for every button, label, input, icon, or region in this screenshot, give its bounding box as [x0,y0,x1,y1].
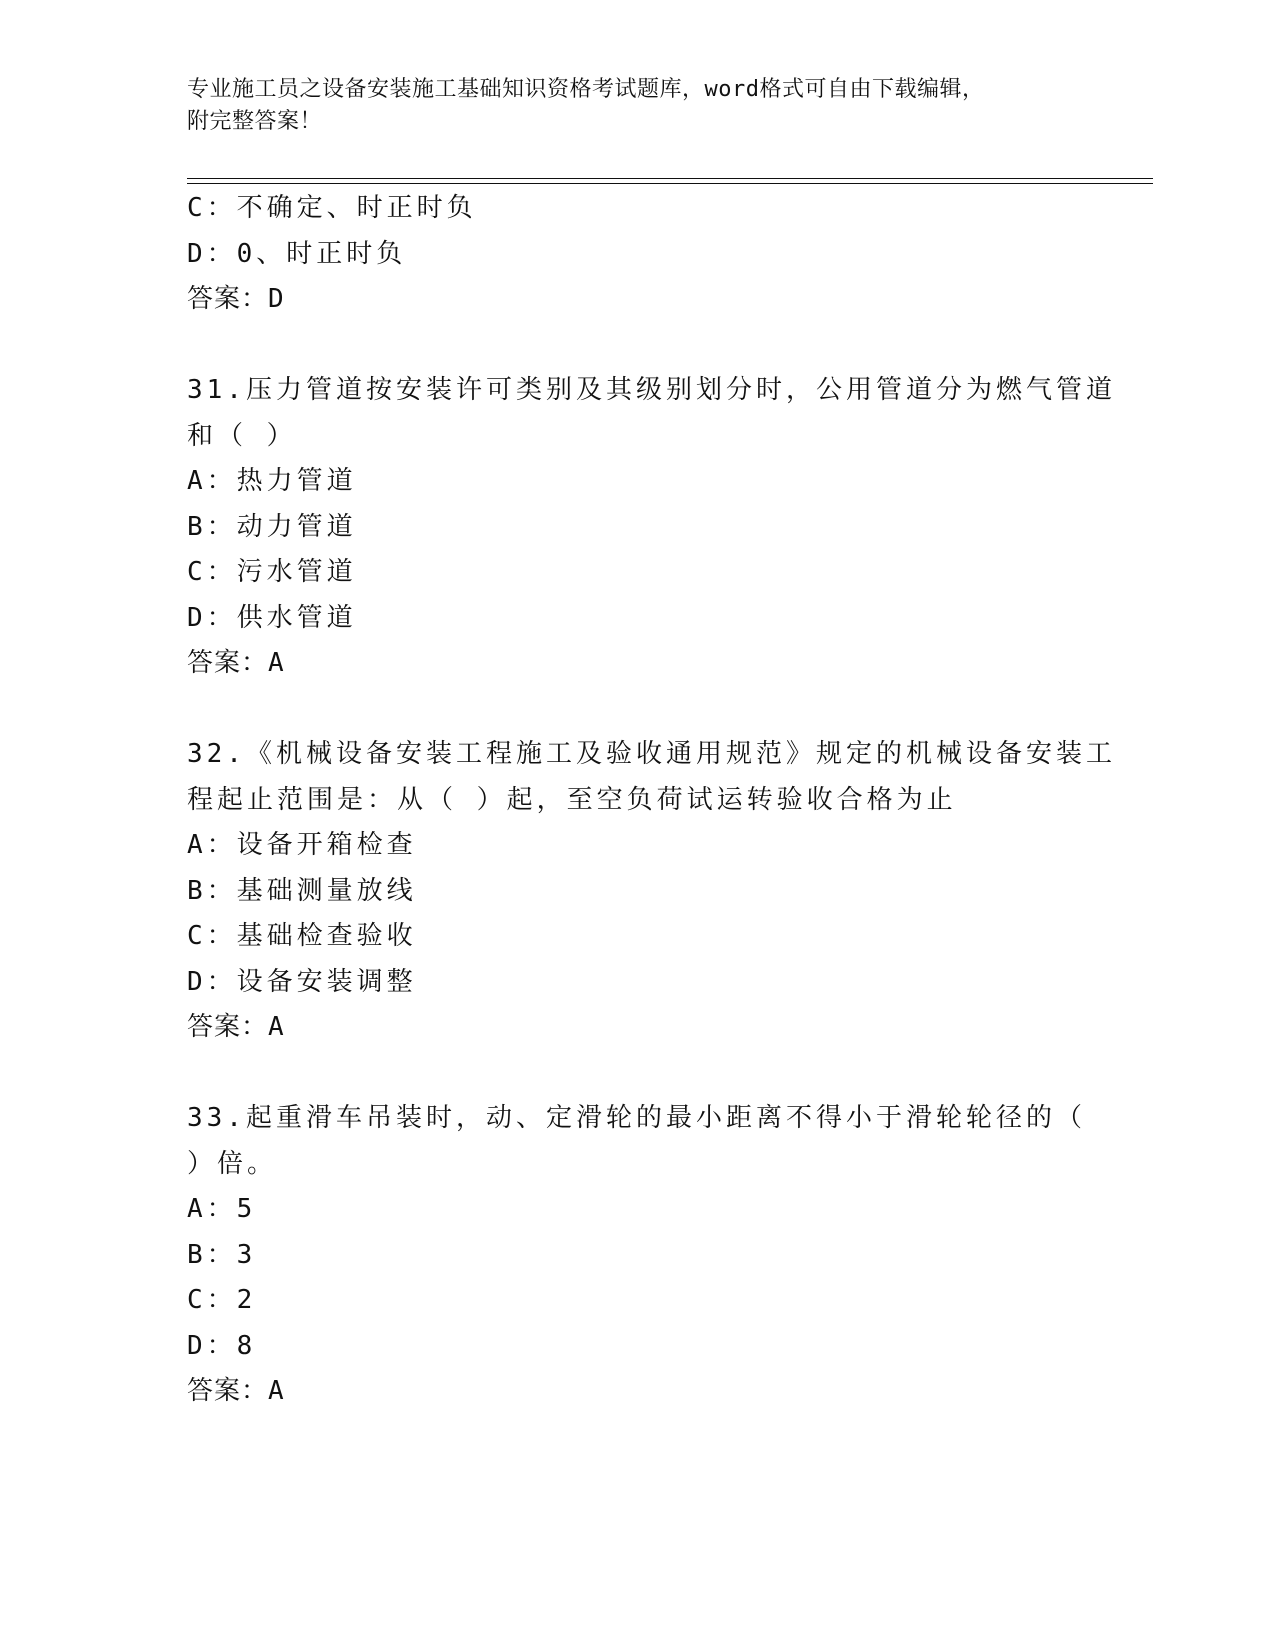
question-33 [187,1096,1087,1415]
question-31 [187,368,1116,687]
question-stem: 31.压力管道按安装许可类别及其级别划分时，公用管道分为燃气管道 [187,375,1116,405]
option-a: A：设备开箱检查 [187,830,417,860]
header-title-line-2: 附完整答案！ [187,109,323,134]
answer: 答案：A [187,1376,285,1406]
option-b: B：3 [187,1239,257,1270]
answer: 答案：D [187,284,285,314]
question-stem: 33.起重滑车吊装时，动、定滑轮的最小距离不得小于滑轮轮径的（ [187,1103,1086,1133]
option-d: D：8 [187,1330,257,1361]
option-c: C：基础检查验收 [187,921,417,951]
option-c: C：污水管道 [187,557,357,587]
spacer [187,323,1087,369]
question-stem-continued: 和（ ） [187,420,297,451]
spacer [187,687,1087,733]
option-b: B：基础测量放线 [187,875,417,906]
option-d: D：0、时正时负 [187,238,407,269]
previous-question-tail [187,186,1087,323]
document-header [187,74,1067,138]
header-divider-top [187,178,1153,179]
answer: 答案：A [187,1012,285,1042]
question-stem: 32.《机械设备安装工程施工及验收通用规范》规定的机械设备安装工 [187,739,1116,769]
answer: 答案：A [187,648,285,678]
question-32 [187,732,1116,1051]
header-title-line-1: 专业施工员之设备安装施工基础知识资格考试题库，word格式可自由下载编辑， [187,77,985,102]
question-list [187,186,1116,1415]
option-a: A：5 [187,1194,257,1224]
option-c: C：不确定、时正时负 [187,193,477,223]
option-d: D：设备安装调整 [187,966,417,997]
header-divider-bottom [187,183,1153,184]
question-stem-continued: ）倍。 [187,1148,278,1179]
option-a: A：热力管道 [187,466,357,496]
question-stem-continued: 程起止范围是：从（ ）起，至空负荷试运转验收合格为止 [187,784,957,815]
option-c: C：2 [187,1285,257,1315]
spacer [187,1051,1087,1097]
option-d: D：供水管道 [187,602,357,633]
option-b: B：动力管道 [187,511,357,542]
